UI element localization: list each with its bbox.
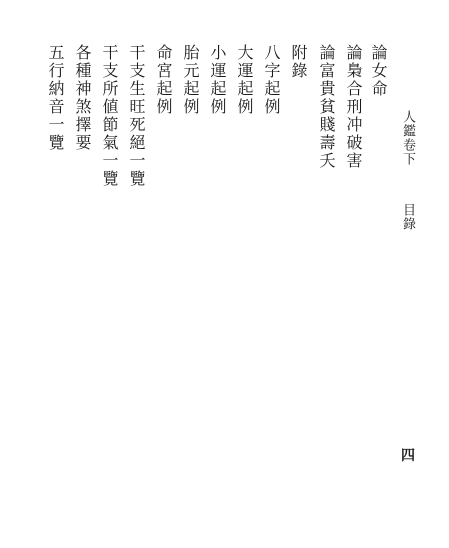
toc-entry-gan-zhi-sheng-wang: 干支生旺死絕一覽 bbox=[127, 44, 146, 188]
toc-entry-wu-xing-na-yin: 五行納音一覽 bbox=[46, 44, 65, 152]
page-number: 四 bbox=[401, 448, 415, 464]
toc-entry-lun-xiao-he-xing-chong: 論梟合刑冲破害 bbox=[344, 44, 363, 170]
toc-entry-lun-nu-ming: 論女命 bbox=[369, 44, 388, 98]
toc-entry-gan-zhi-jie-qi: 干支所値節氣一覽 bbox=[100, 44, 119, 188]
toc-entry-ba-zi-qi-li: 八字起例 bbox=[262, 44, 281, 116]
toc-entry-ming-gong-qi-li: 命宮起例 bbox=[154, 44, 173, 116]
toc-entry-xiao-yun-qi-li: 小運起例 bbox=[208, 44, 227, 116]
running-head-title: 人鑑卷下 bbox=[400, 110, 415, 166]
toc-entry-lun-fu-gui-pin-jian: 論富貴貧賤壽夭 bbox=[317, 44, 336, 170]
toc-entry-tai-yuan-qi-li: 胎元起例 bbox=[181, 44, 200, 116]
running-head-section: 目錄 bbox=[400, 203, 415, 231]
toc-entry-shen-sha-ze-yao: 各種神煞擇要 bbox=[73, 44, 92, 152]
toc-entry-da-yun-qi-li: 大運起例 bbox=[235, 44, 254, 116]
toc-entry-fu-lu: 附錄 bbox=[289, 44, 308, 80]
